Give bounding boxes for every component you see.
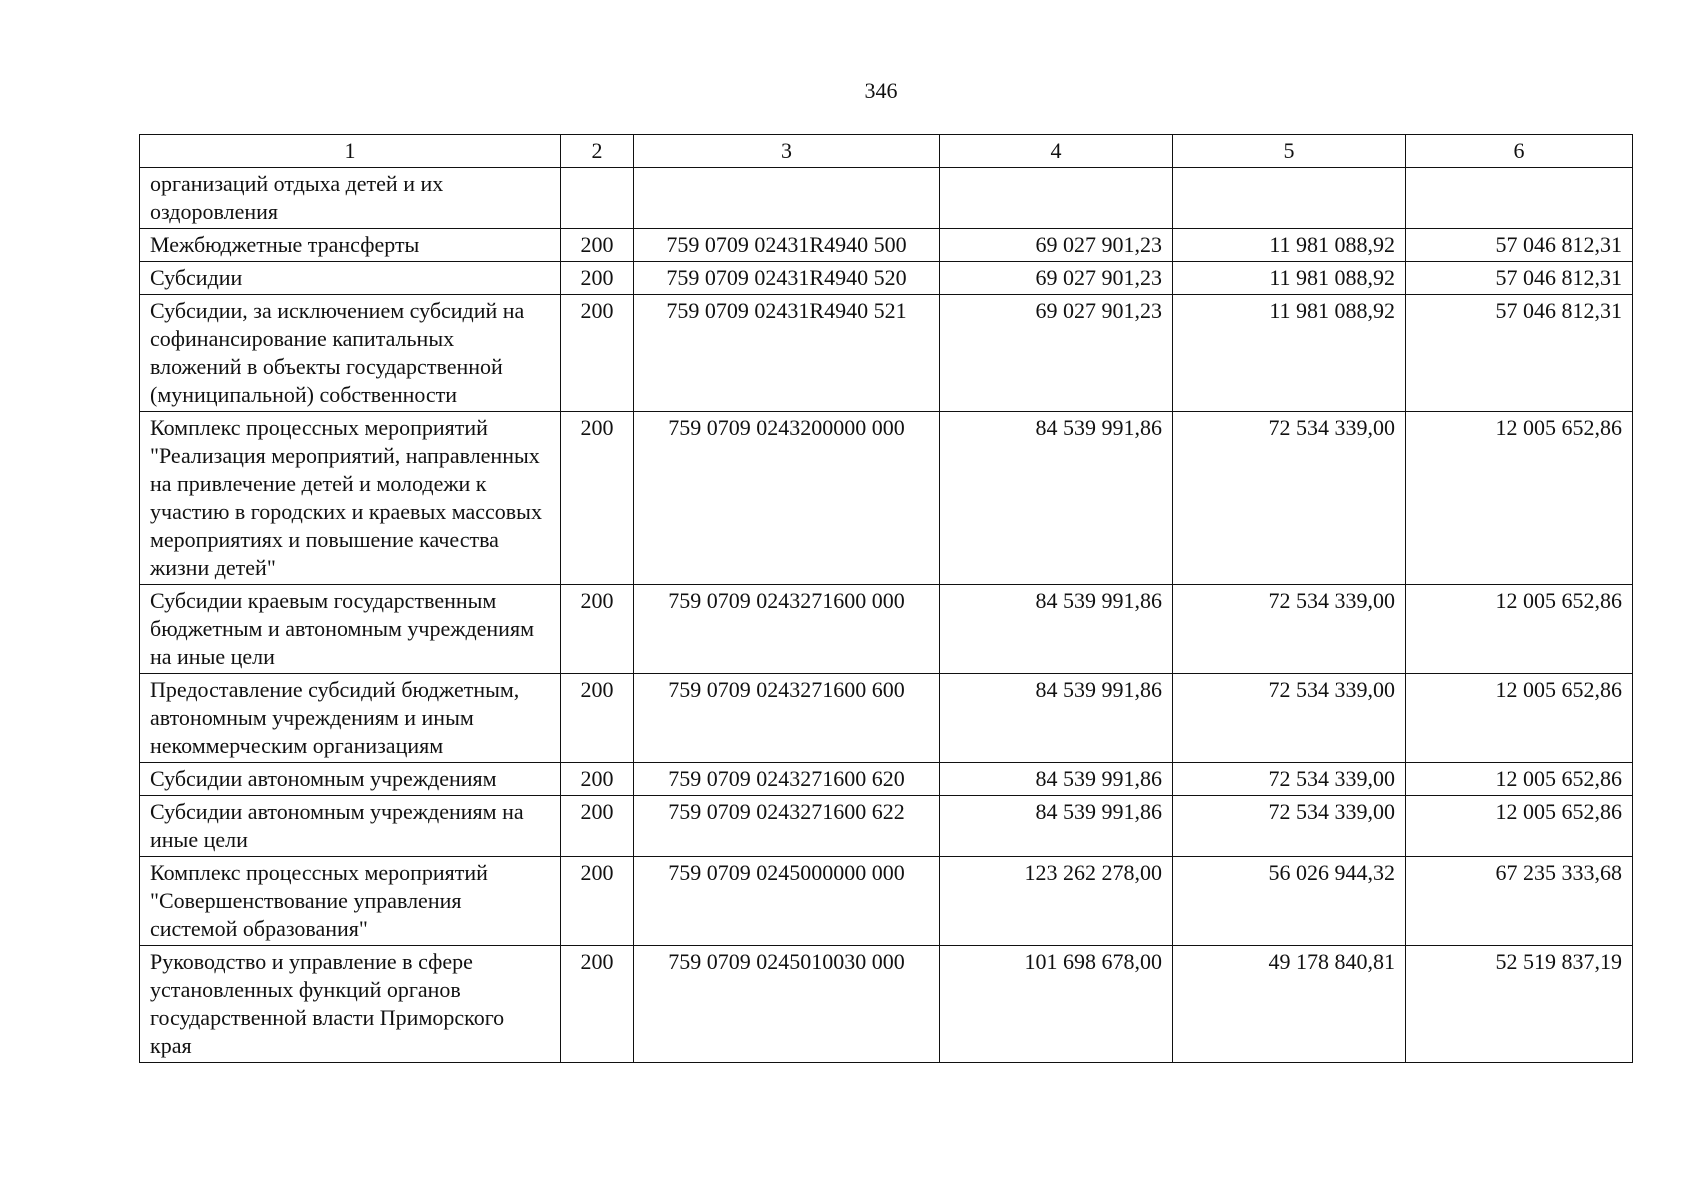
- row-code-cell: 200: [561, 295, 634, 412]
- row-classification-cell: 759 0709 02431R4940 521: [634, 295, 940, 412]
- row-amount-col4-cell: 69 027 901,23: [940, 262, 1173, 295]
- row-amount-col5-cell: [1173, 168, 1406, 229]
- column-header: 6: [1406, 135, 1633, 168]
- row-classification-cell: 759 0709 0243271600 622: [634, 796, 940, 857]
- row-classification-cell: 759 0709 0243271600 600: [634, 674, 940, 763]
- row-amount-col5-cell: 56 026 944,32: [1173, 857, 1406, 946]
- row-amount-col6-cell: 57 046 812,31: [1406, 262, 1633, 295]
- row-classification-cell: 759 0709 0245010030 000: [634, 946, 940, 1063]
- row-classification-cell: 759 0709 0243271600 000: [634, 585, 940, 674]
- table-row: [140, 412, 1633, 585]
- row-name-cell: Комплекс процессных мероприятий "Реализация мероприятий, направленных на привлечение детей и молодежи к участию в городских и краевых массовых мероприятиях и повышение качества жизни детей": [140, 412, 561, 585]
- table-row: [140, 168, 1633, 229]
- table-row: [140, 796, 1633, 857]
- row-amount-col5-cell: 11 981 088,92: [1173, 229, 1406, 262]
- row-amount-col6-cell: 52 519 837,19: [1406, 946, 1633, 1063]
- row-amount-col5-cell: 11 981 088,92: [1173, 295, 1406, 412]
- row-name-cell: Субсидии автономным учреждениям: [140, 763, 561, 796]
- row-amount-col4-cell: 84 539 991,86: [940, 763, 1173, 796]
- row-code-cell: 200: [561, 262, 634, 295]
- row-amount-col6-cell: 12 005 652,86: [1406, 763, 1633, 796]
- row-name-cell: Субсидии, за исключением субсидий на софинансирование капитальных вложений в объекты государственной (муниципальной) собственности: [140, 295, 561, 412]
- row-amount-col5-cell: 72 534 339,00: [1173, 796, 1406, 857]
- page-number: 346: [864, 78, 898, 103]
- row-name-cell: организаций отдыха детей и их оздоровления: [140, 168, 561, 229]
- row-name-cell: Руководство и управление в сфере установленных функций органов государственной власти Приморского края: [140, 946, 561, 1063]
- row-code-cell: 200: [561, 763, 634, 796]
- table-row: [140, 229, 1633, 262]
- row-code-cell: [561, 168, 634, 229]
- row-code-cell: 200: [561, 412, 634, 585]
- row-name-cell: Межбюджетные трансферты: [140, 229, 561, 262]
- row-amount-col4-cell: 123 262 278,00: [940, 857, 1173, 946]
- row-amount-col4-cell: 84 539 991,86: [940, 585, 1173, 674]
- row-code-cell: 200: [561, 946, 634, 1063]
- table-row: [140, 262, 1633, 295]
- row-amount-col4-cell: 101 698 678,00: [940, 946, 1173, 1063]
- row-amount-col6-cell: 12 005 652,86: [1406, 585, 1633, 674]
- row-code-cell: 200: [561, 674, 634, 763]
- row-classification-cell: [634, 168, 940, 229]
- column-header: 1: [140, 135, 561, 168]
- row-amount-col5-cell: 49 178 840,81: [1173, 946, 1406, 1063]
- row-code-cell: 200: [561, 229, 634, 262]
- table-row: [140, 674, 1633, 763]
- row-name-cell: Субсидии автономным учреждениям на иные цели: [140, 796, 561, 857]
- row-amount-col6-cell: 57 046 812,31: [1406, 229, 1633, 262]
- row-amount-col6-cell: 12 005 652,86: [1406, 412, 1633, 585]
- row-code-cell: 200: [561, 857, 634, 946]
- row-classification-cell: 759 0709 02431R4940 500: [634, 229, 940, 262]
- row-code-cell: 200: [561, 585, 634, 674]
- row-code-cell: 200: [561, 796, 634, 857]
- table-row: [140, 763, 1633, 796]
- row-amount-col5-cell: 72 534 339,00: [1173, 674, 1406, 763]
- row-classification-cell: 759 0709 0243200000 000: [634, 412, 940, 585]
- column-header: 3: [634, 135, 940, 168]
- table-row: [140, 295, 1633, 412]
- table-row: [140, 946, 1633, 1063]
- row-amount-col6-cell: [1406, 168, 1633, 229]
- row-amount-col4-cell: 84 539 991,86: [940, 796, 1173, 857]
- row-amount-col6-cell: 12 005 652,86: [1406, 796, 1633, 857]
- row-amount-col4-cell: [940, 168, 1173, 229]
- row-amount-col5-cell: 72 534 339,00: [1173, 412, 1406, 585]
- row-name-cell: Субсидии краевым государственным бюджетным и автономным учреждениям на иные цели: [140, 585, 561, 674]
- row-name-cell: Предоставление субсидий бюджетным, автономным учреждениям и иным некоммерческим организациям: [140, 674, 561, 763]
- column-header: 5: [1173, 135, 1406, 168]
- row-amount-col4-cell: 84 539 991,86: [940, 674, 1173, 763]
- column-header: 4: [940, 135, 1173, 168]
- row-amount-col6-cell: 67 235 333,68: [1406, 857, 1633, 946]
- row-amount-col5-cell: 72 534 339,00: [1173, 585, 1406, 674]
- row-amount-col6-cell: 57 046 812,31: [1406, 295, 1633, 412]
- row-name-cell: Комплекс процессных мероприятий "Совершенствование управления системой образования": [140, 857, 561, 946]
- column-header: 2: [561, 135, 634, 168]
- table-row: [140, 857, 1633, 946]
- row-amount-col4-cell: 69 027 901,23: [940, 295, 1173, 412]
- row-classification-cell: 759 0709 02431R4940 520: [634, 262, 940, 295]
- row-amount-col4-cell: 69 027 901,23: [940, 229, 1173, 262]
- row-amount-col5-cell: 11 981 088,92: [1173, 262, 1406, 295]
- row-amount-col5-cell: 72 534 339,00: [1173, 763, 1406, 796]
- table-row: [140, 585, 1633, 674]
- row-amount-col6-cell: 12 005 652,86: [1406, 674, 1633, 763]
- row-name-cell: Субсидии: [140, 262, 561, 295]
- row-amount-col4-cell: 84 539 991,86: [940, 412, 1173, 585]
- row-classification-cell: 759 0709 0245000000 000: [634, 857, 940, 946]
- header-row: [140, 135, 1633, 168]
- budget-table: [139, 134, 1633, 1063]
- row-classification-cell: 759 0709 0243271600 620: [634, 763, 940, 796]
